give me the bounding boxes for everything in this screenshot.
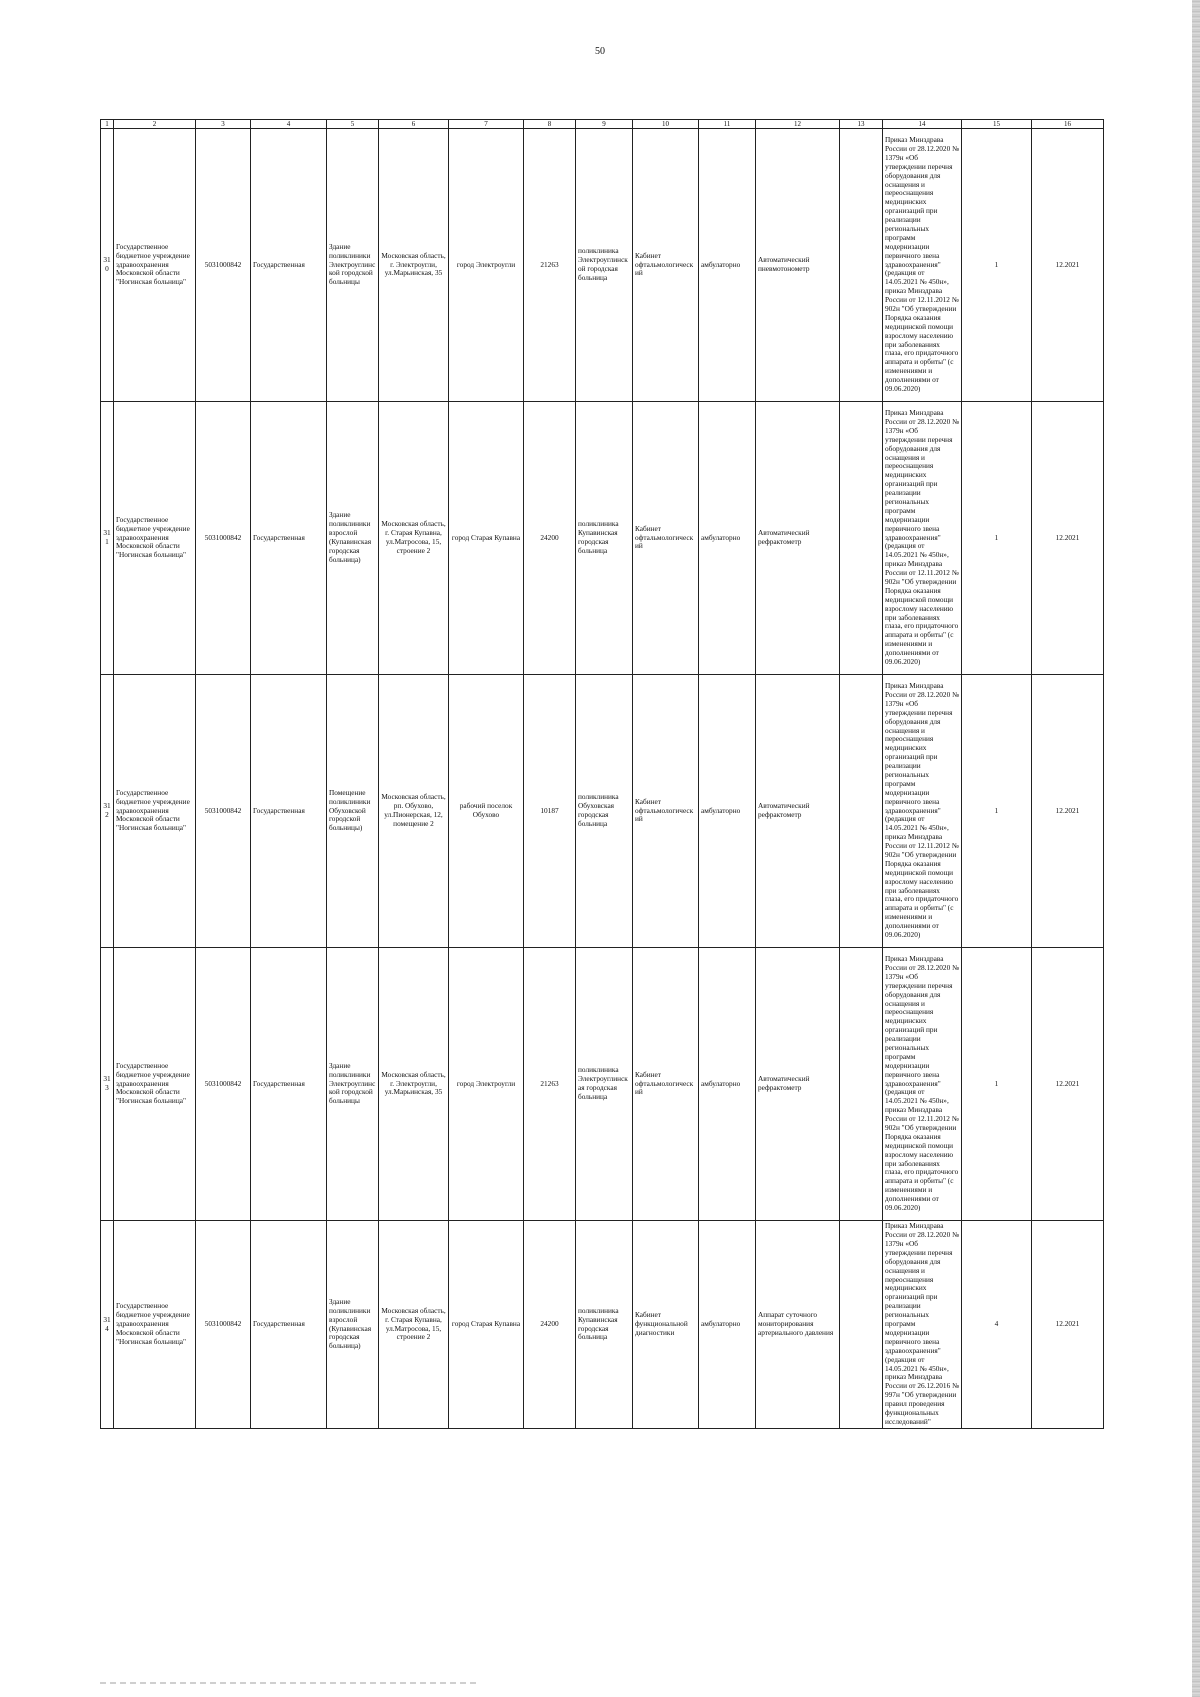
column-13-cell (840, 129, 883, 402)
inn: 5031000842 (196, 402, 251, 675)
column-header: 9 (576, 120, 633, 129)
equipment-name: Автоматический пневмотонометр (756, 129, 840, 402)
table-row (101, 1221, 1104, 1429)
column-header: 10 (633, 120, 699, 129)
delivery-date: 12.2021 (1032, 129, 1104, 402)
settlement: город Электроугли (449, 129, 524, 402)
table-row (101, 948, 1104, 1221)
settlement-code: 24200 (524, 1221, 576, 1429)
column-header: 6 (379, 120, 449, 129)
quantity: 1 (962, 948, 1032, 1221)
equipment-registry-table (100, 119, 1104, 1429)
column-header: 11 (699, 120, 756, 129)
row-number: 312 (101, 675, 114, 948)
quantity: 1 (962, 129, 1032, 402)
settlement-code: 24200 (524, 402, 576, 675)
care-type: амбулаторно (699, 129, 756, 402)
quantity: 1 (962, 675, 1032, 948)
quantity: 1 (962, 402, 1032, 675)
regulatory-basis: Приказ Минздрава России от 28.12.2020 № 1379н «Об утверждении перечня оборудования для оснащения и переоснащения медицинских организаций при реализации региональных программ модернизации первичного звена здравоохранения"(редакция от 14.05.2021 № 450н», приказ Минздрава России от 12.11.2012 № 902н "Об утверждении Порядка оказания медицинской помощи взрослому населению при заболеваниях глаза, его придаточного аппарата и орбиты" (с изменениями и дополнениями от 09.06.2020) (883, 402, 962, 675)
ownership-form: Государственная (251, 948, 327, 1221)
column-number-row (101, 120, 1104, 129)
division: поликлиника Купавинская городская больница (576, 1221, 633, 1429)
column-header: 1 (101, 120, 114, 129)
scan-footer-artifact (100, 1682, 480, 1684)
ownership-form: Государственная (251, 675, 327, 948)
address: Московская область, г. Старая Купавна, ул.Матросова, 15, строение 2 (379, 1221, 449, 1429)
equipment-name: Аппарат суточного мониторирования артериального давления (756, 1221, 840, 1429)
column-header: 7 (449, 120, 524, 129)
division: поликлиника Купавинская городская больница (576, 402, 633, 675)
settlement: город Старая Купавна (449, 402, 524, 675)
address: Московская область, рп. Обухово, ул.Пионерская, 12, помещение 2 (379, 675, 449, 948)
column-header: 8 (524, 120, 576, 129)
row-number: 310 (101, 129, 114, 402)
inn: 5031000842 (196, 1221, 251, 1429)
quantity: 4 (962, 1221, 1032, 1429)
room: Кабинет офтальмологический (633, 402, 699, 675)
ownership-form: Государственная (251, 402, 327, 675)
equipment-name: Автоматический рефрактометр (756, 402, 840, 675)
equipment-name: Автоматический рефрактометр (756, 675, 840, 948)
settlement: рабочий поселок Обухово (449, 675, 524, 948)
regulatory-basis: Приказ Минздрава России от 28.12.2020 № 1379н «Об утверждении перечня оборудования для оснащения и переоснащения медицинских организаций при реализации региональных программ модернизации первичного звена здравоохранения"(редакция от 14.05.2021 № 450н», приказ Минздрава России от 12.11.2012 № 902н "Об утверждении Порядка оказания медицинской помощи взрослому населению при заболеваниях глаза, его придаточного аппарата и орбиты" (с изменениями и дополнениями от 09.06.2020) (883, 129, 962, 402)
table-row (101, 129, 1104, 402)
room: Кабинет офтальмологический (633, 948, 699, 1221)
regulatory-basis: Приказ Минздрава России от 28.12.2020 № 1379н «Об утверждении перечня оборудования для оснащения и переоснащения медицинских организаций при реализации региональных программ модернизации первичного звена здравоохранения"(редакция от 14.05.2021 № 450н», приказ Минздрава России от 12.11.2012 № 902н "Об утверждении Порядка оказания медицинской помощи взрослому населению при заболеваниях глаза, его придаточного аппарата и орбиты" (с изменениями и дополнениями от 09.06.2020) (883, 675, 962, 948)
division: поликлиника Обуховская городская больница (576, 675, 633, 948)
ownership-form: Государственная (251, 1221, 327, 1429)
column-header: 16 (1032, 120, 1104, 129)
settlement: город Старая Купавна (449, 1221, 524, 1429)
room: Кабинет офтальмологический (633, 675, 699, 948)
organization-name: Государственное бюджетное учреждение здравоохранения Московской области "Ногинская больница" (114, 948, 196, 1221)
row-number: 314 (101, 1221, 114, 1429)
address: Московская область, г. Старая Купавна, ул.Матросова, 15, строение 2 (379, 402, 449, 675)
settlement-code: 10187 (524, 675, 576, 948)
building-name: Здание поликлиники Электроуглинской городской больницы (327, 129, 379, 402)
settlement-code: 21263 (524, 129, 576, 402)
delivery-date: 12.2021 (1032, 675, 1104, 948)
delivery-date: 12.2021 (1032, 948, 1104, 1221)
column-header: 3 (196, 120, 251, 129)
delivery-date: 12.2021 (1032, 1221, 1104, 1429)
inn: 5031000842 (196, 948, 251, 1221)
column-13-cell (840, 675, 883, 948)
room: Кабинет офтальмологический (633, 129, 699, 402)
equipment-name: Автоматический рефрактометр (756, 948, 840, 1221)
column-13-cell (840, 1221, 883, 1429)
division: поликлиника Электроуглинской городская больница (576, 129, 633, 402)
organization-name: Государственное бюджетное учреждение здравоохранения Московской области "Ногинская больница" (114, 402, 196, 675)
column-header: 2 (114, 120, 196, 129)
page-number: 50 (595, 46, 605, 57)
care-type: амбулаторно (699, 948, 756, 1221)
inn: 5031000842 (196, 129, 251, 402)
row-number: 311 (101, 402, 114, 675)
column-13-cell (840, 948, 883, 1221)
organization-name: Государственное бюджетное учреждение здравоохранения Московской области "Ногинская больница" (114, 675, 196, 948)
building-name: Помещение поликлиники Обуховской городской больницы) (327, 675, 379, 948)
organization-name: Государственное бюджетное учреждение здравоохранения Московской области "Ногинская больница" (114, 129, 196, 402)
regulatory-basis: Приказ Минздрава России от 28.12.2020 № 1379н «Об утверждении перечня оборудования для оснащения и переоснащения медицинских организаций при реализации региональных программ модернизации первичного звена здравоохранения"(редакция от 14.05.2021 № 450н», приказ Минздрава России от 26.12.2016 № 997н "Об утверждении правил проведения функциональных исследований" (883, 1221, 962, 1429)
table-row (101, 402, 1104, 675)
column-header: 12 (756, 120, 840, 129)
column-header: 15 (962, 120, 1032, 129)
division: поликлиника Электроуглинская городская больница (576, 948, 633, 1221)
column-header: 4 (251, 120, 327, 129)
column-header: 13 (840, 120, 883, 129)
care-type: амбулаторно (699, 1221, 756, 1429)
delivery-date: 12.2021 (1032, 402, 1104, 675)
table-row (101, 675, 1104, 948)
settlement-code: 21263 (524, 948, 576, 1221)
address: Московская область, г. Электроугли, ул.Марьинская, 35 (379, 129, 449, 402)
ownership-form: Государственная (251, 129, 327, 402)
care-type: амбулаторно (699, 402, 756, 675)
column-13-cell (840, 402, 883, 675)
scan-edge-artifact (1192, 0, 1200, 1697)
regulatory-basis: Приказ Минздрава России от 28.12.2020 № 1379н «Об утверждении перечня оборудования для оснащения и переоснащения медицинских организаций при реализации региональных программ модернизации первичного звена здравоохранения"(редакция от 14.05.2021 № 450н», приказ Минздрава России от 12.11.2012 № 902н "Об утверждении Порядка оказания медицинской помощи взрослому населению при заболеваниях глаза, его придаточного аппарата и орбиты" (с изменениями и дополнениями от 09.06.2020) (883, 948, 962, 1221)
organization-name: Государственное бюджетное учреждение здравоохранения Московской области "Ногинская больница" (114, 1221, 196, 1429)
column-header: 5 (327, 120, 379, 129)
room: Кабинет функциональной диагностики (633, 1221, 699, 1429)
column-header: 14 (883, 120, 962, 129)
inn: 5031000842 (196, 675, 251, 948)
building-name: Здание поликлиники взрослой (Купавинская городская больница) (327, 1221, 379, 1429)
row-number: 313 (101, 948, 114, 1221)
building-name: Здание поликлиники Электроуглинской городской больницы (327, 948, 379, 1221)
care-type: амбулаторно (699, 675, 756, 948)
settlement: город Электроугли (449, 948, 524, 1221)
address: Московская область, г. Электроугли, ул.Марьинская, 35 (379, 948, 449, 1221)
building-name: Здание поликлиники взрослой (Купавинская городская больница) (327, 402, 379, 675)
